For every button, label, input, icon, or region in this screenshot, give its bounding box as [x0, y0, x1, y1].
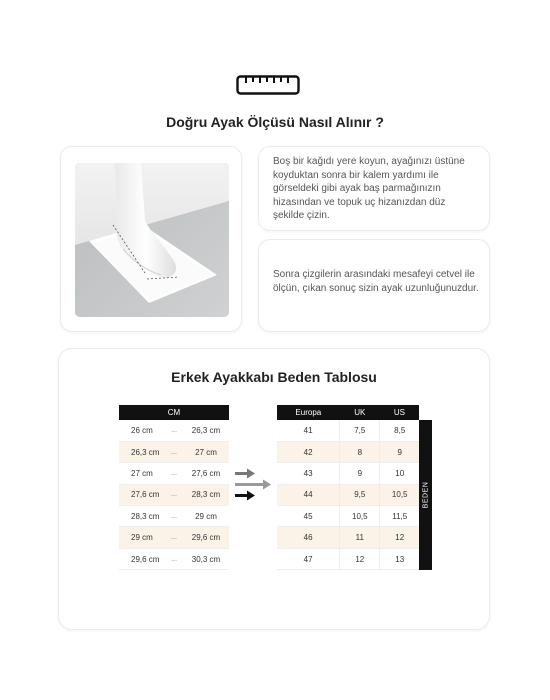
cm-from: 27 cm — [119, 463, 165, 484]
instruction-card-step-2 — [258, 239, 490, 332]
header-europa: Europa — [277, 405, 340, 420]
europa-size: 42 — [277, 441, 340, 462]
europa-size: 45 — [277, 506, 340, 527]
table-row — [277, 441, 419, 462]
uk-size: 8 — [340, 441, 380, 462]
us-size: 8,5 — [380, 420, 419, 441]
range-separator: ... — [165, 506, 183, 527]
cm-to: 27 cm — [183, 441, 229, 462]
cm-to: 27,6 cm — [183, 463, 229, 484]
uk-size: 9,5 — [340, 484, 380, 505]
cm-from: 26 cm — [119, 420, 165, 441]
size-table — [277, 405, 419, 570]
foot-measurement-image-card — [60, 146, 242, 332]
instruction-text: Boş bir kağıdı yere koyun, ayağınızı üstüne koyduktan sonra bir kalem yardımı ile görseldeki gibi ayak baş parmağınızın hizasından ve topuk uç hizanızdan düz şekilde çizin. — [273, 156, 465, 221]
cm-to: 30,3 cm — [183, 548, 229, 569]
arrows-icon — [235, 467, 275, 503]
table-row — [119, 441, 229, 462]
cm-from: 29,6 cm — [119, 548, 165, 569]
uk-size: 7,5 — [340, 420, 380, 441]
us-size: 9 — [380, 441, 419, 462]
us-size: 10,5 — [380, 484, 419, 505]
cm-to: 28,3 cm — [183, 484, 229, 505]
table-row — [119, 506, 229, 527]
ruler-icon — [236, 75, 300, 95]
table-row — [277, 506, 419, 527]
europa-size: 46 — [277, 527, 340, 548]
table-row — [277, 484, 419, 505]
instruction-text: Sonra çizgilerin arasındaki mesafeyi cetvel ile ölçün, çıkan sonuç sizin ayak uzunluğunuzdur. — [273, 269, 479, 294]
size-chart-title: Erkek Ayakkabı Beden Tablosu — [171, 369, 377, 385]
beden-label-text: BEDEN — [422, 481, 429, 509]
size-chart-card — [58, 348, 490, 630]
europa-size: 47 — [277, 548, 340, 569]
range-separator: ... — [165, 548, 183, 569]
range-separator: ... — [165, 484, 183, 505]
cm-from: 26,3 cm — [119, 441, 165, 462]
us-size: 10 — [380, 463, 419, 484]
us-size: 12 — [380, 527, 419, 548]
uk-size: 11 — [340, 527, 380, 548]
cm-from: 29 cm — [119, 527, 165, 548]
cm-to: 26,3 cm — [183, 420, 229, 441]
table-row — [277, 420, 419, 441]
range-separator: ... — [165, 463, 183, 484]
uk-size: 9 — [340, 463, 380, 484]
europa-size: 41 — [277, 420, 340, 441]
europa-size: 44 — [277, 484, 340, 505]
table-row — [277, 548, 419, 569]
table-row — [119, 548, 229, 569]
us-size: 13 — [380, 548, 419, 569]
cm-from: 27,6 cm — [119, 484, 165, 505]
foot-measurement-photo — [75, 163, 229, 317]
header-us: US — [380, 405, 419, 420]
header-uk: UK — [340, 405, 380, 420]
uk-size: 10,5 — [340, 506, 380, 527]
cm-table — [119, 405, 229, 570]
beden-side-label — [419, 420, 432, 570]
europa-size: 43 — [277, 463, 340, 484]
range-separator: ... — [165, 527, 183, 548]
cm-to: 29 cm — [183, 506, 229, 527]
uk-size: 12 — [340, 548, 380, 569]
cm-to: 29,6 cm — [183, 527, 229, 548]
table-row — [119, 420, 229, 441]
cm-header: CM — [119, 405, 229, 420]
page-title: Doğru Ayak Ölçüsü Nasıl Alınır ? — [166, 114, 384, 130]
range-separator: ... — [165, 441, 183, 462]
table-row — [119, 527, 229, 548]
cm-from: 28,3 cm — [119, 506, 165, 527]
table-row — [277, 527, 419, 548]
table-row — [119, 484, 229, 505]
range-separator: ... — [165, 420, 183, 441]
table-row — [119, 463, 229, 484]
table-row — [277, 463, 419, 484]
instruction-card-step-1 — [258, 146, 490, 231]
us-size: 11,5 — [380, 506, 419, 527]
